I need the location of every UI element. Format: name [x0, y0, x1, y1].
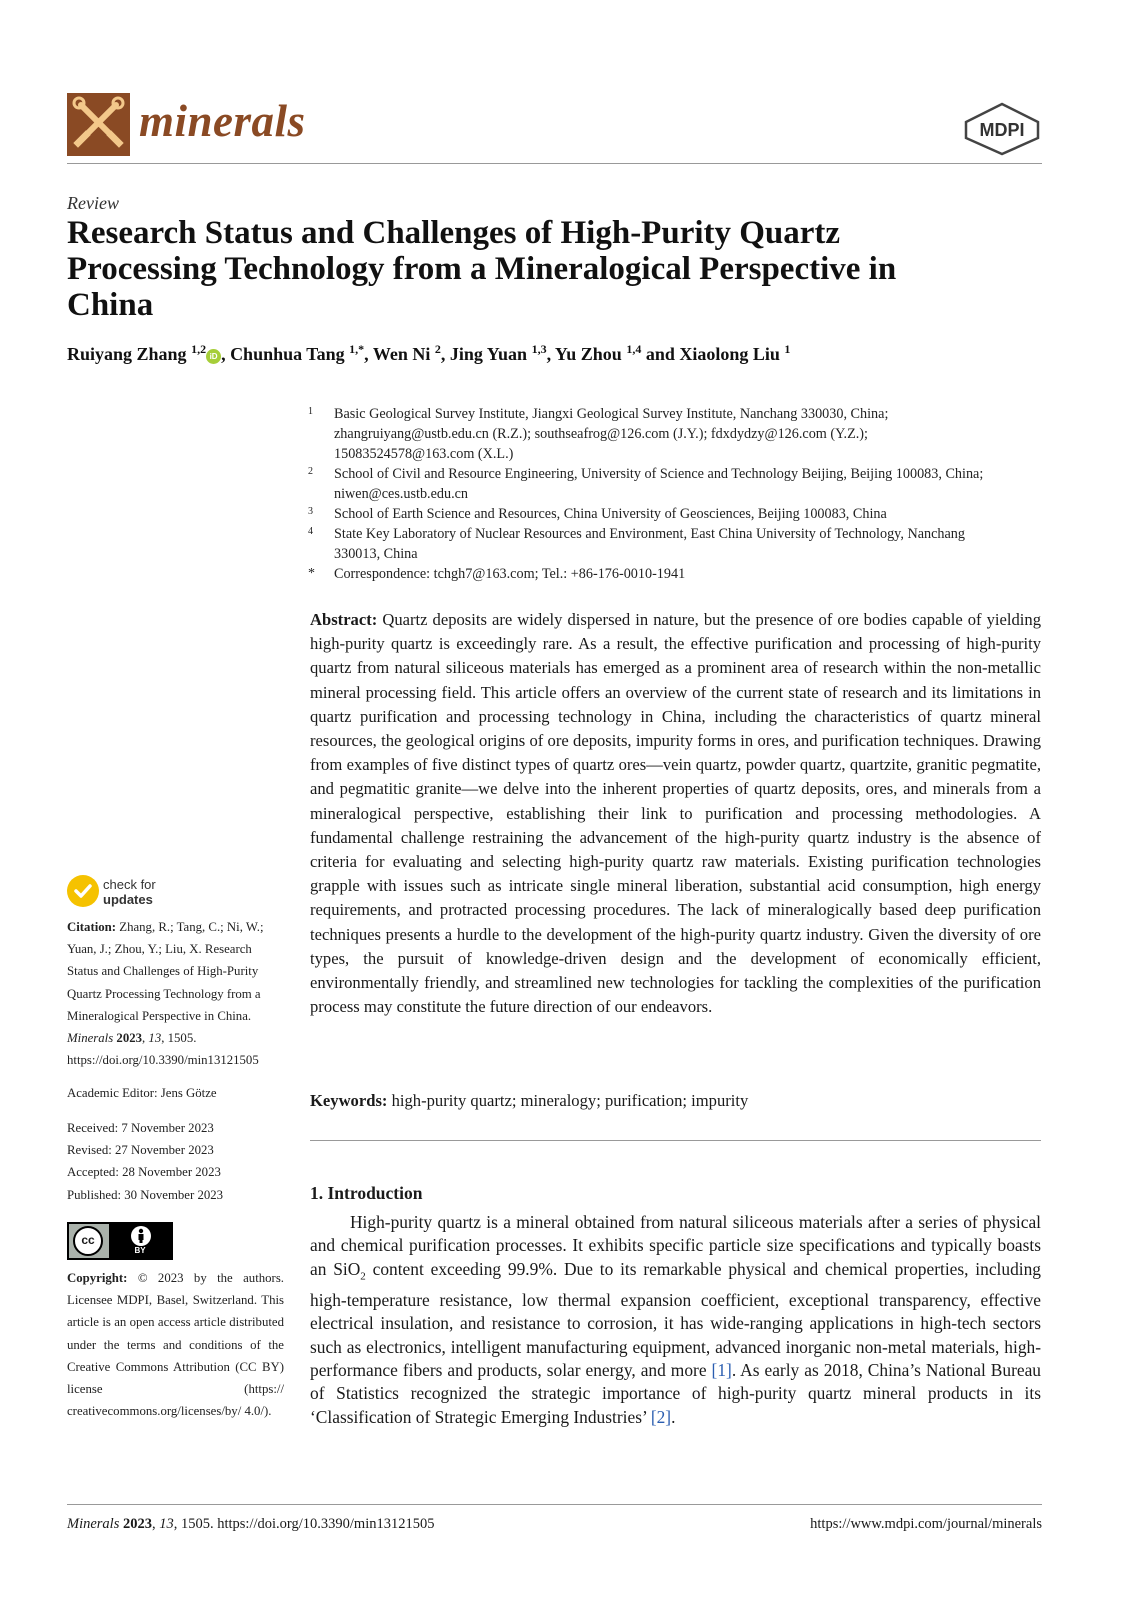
author-name[interactable]: Xiaolong Liu	[679, 344, 785, 364]
author-name[interactable]: Jing Yuan	[449, 344, 532, 364]
affiliation-number: 3	[308, 506, 313, 517]
affiliation-item	[308, 504, 1008, 524]
abstract-label: Abstract:	[310, 610, 378, 629]
affiliation-marker: 1,2	[191, 342, 207, 356]
affiliation-item	[308, 524, 1008, 564]
citation: Citation: Zhang, R.; Tang, C.; Ni, W.; Yuan, J.; Zhou, Y.; Liu, X. Research Status and Challenges of High-Purity Quartz Processing Technology from a Mineralogical Perspective in China. Minerals 2023, 13, 1505. https://doi.org/10.3390/min13121505	[67, 920, 264, 1068]
abstract-text: Quartz deposits are widely dispersed in nature, but the presence of ore bodies capable of yielding high-purity quartz is exceedingly rare. As a result, the effective purification and processing of high-purity quartz from natural siliceous materials has emerged as a prominent area of research within the non-metallic mineral processing field. This article offers an overview of the current state of research and its limitations in quartz purification and processing technology in China, including the characteristics of quartz mineral resources, the geological origins of ore deposits, impurity forms in ores, and purification techniques. Drawing from examples of five distinct types of quartz ores—vein quartz, powder quartz, quartzite, granitic pegmatite, and pegmatitic granite—we delve into the inherent properties of quartz deposits, ores, and minerals from a mineralogical perspective, establishing their link to purification and processing methodologies. A fundamental challenge restraining the advancement of the high-purity quartz industry is the absence of criteria for evaluating and selecting high-purity quartz raw materials. Existing purification technologies grapple with issues such as intricate single mineral liberation, substantial acid consumption, high energy requirements, and protracted processing procedures. The lack of mineralogically based deep purification techniques presents a hurdle to the development of the high-purity quartz industry. Given the diversity of ore types, the pursuit of knowledge-driven design and the development of economically efficient, environmentally friendly, and streamlined new technologies for tackling the complexities of the purification process may constitute the future direction of our endeavors.	[310, 610, 1041, 1017]
affiliation-item	[308, 404, 1008, 464]
author-name[interactable]: Yu Zhou	[554, 344, 627, 364]
orcid-icon[interactable]: iD	[206, 349, 221, 364]
article-title: Research Status and Challenges of High-Purity Quartz Processing Technology from a Mineralogical Perspective in China	[67, 215, 897, 323]
cc-by-license-icon[interactable]: cc BY	[67, 1222, 173, 1260]
keywords-label: Keywords:	[310, 1091, 388, 1110]
mdpi-logo	[962, 102, 1042, 156]
author-name[interactable]: Ruiyang Zhang	[67, 344, 192, 364]
affiliation-marker: 1	[784, 342, 791, 356]
reference-link[interactable]: [1]	[711, 1359, 732, 1380]
academic-editor: Academic Editor: Jens Götze	[67, 1086, 217, 1100]
affiliation-marker: 1,*	[349, 342, 365, 356]
section-heading: 1. Introduction	[310, 1183, 423, 1203]
check-for-updates-button[interactable]: check for updates	[67, 875, 207, 911]
journal-url-link[interactable]: https://www.mdpi.com/journal/minerals	[810, 1516, 1042, 1532]
affiliation-item	[308, 564, 1008, 584]
affiliation-item	[308, 464, 1008, 504]
affiliation-text: School of Earth Science and Resources, China University of Geosciences, Beijing 100083, China	[334, 506, 887, 522]
header-divider	[67, 163, 1042, 164]
article-type: Review	[67, 193, 119, 213]
affiliation-number: 1	[308, 406, 313, 417]
checkmark-icon	[67, 875, 99, 907]
author-name[interactable]: Chunhua Tang	[230, 344, 350, 364]
affiliation-text: Correspondence: tchgh7@163.com; Tel.: +86-176-0010-1941	[334, 566, 686, 582]
affiliation-marker: 1,3	[531, 342, 547, 356]
affiliation-marker: 1,4	[626, 342, 642, 356]
crossed-shovels-icon	[67, 93, 130, 156]
section-divider	[310, 1140, 1041, 1141]
author-list: Ruiyang Zhang $^{1,2}$iD , Chunhua Tang $^{1,*}$, Wen Ni $^2$, Jing Yuan $^{1,3}$, Yu Zhou $^{1,4}$ and Xiaolong Liu $^1$	[67, 342, 791, 364]
footer-divider	[67, 1504, 1042, 1505]
keywords	[310, 1089, 1041, 1113]
affiliation-text: School of Civil and Resource Engineering, University of Science and Technology Beijing, Beijing 100083, China; niwen@ces.ustb.edu.cn	[334, 466, 984, 502]
reference-link[interactable]: [2]	[650, 1406, 672, 1427]
publisher-name: MDPI	[979, 120, 1025, 140]
affiliation-text: Basic Geological Survey Institute, Jiangxi Geological Survey Institute, Nanchang 330030, China; zhangruiyang@ustb.edu.cn (R.Z.); southseafrog@126.com (J.Y.); fdxdydzy@126.com (Y.Z.); 15083524578@163.com (X.L.)	[334, 406, 889, 462]
affiliation-text: State Key Laboratory of Nuclear Resources and Environment, East China University of Technology, Nanchang 330013, China	[334, 526, 965, 562]
affiliation-number: *	[308, 566, 315, 581]
affiliation-number: 4	[308, 526, 313, 537]
keywords-text: high-purity quartz; mineralogy; purification; impurity	[391, 1091, 749, 1110]
author-name[interactable]: Wen Ni	[372, 344, 435, 364]
journal-name: minerals	[139, 96, 306, 146]
introduction-paragraph: High-purity quartz is a mineral obtained from natural siliceous materials after a series of physical and chemical purification processes. It exhibits specific particle size specifications and typically boasts an SiO$_2$ content exceeding 99.9%. Due to its remarkable physical and chemical properties, including high-temperature resistance, low thermal expansion coefficient, exceptional transparency, effective electrical insulation, and resistance to corrosion, it has wide-ranging applications in high-tech sectors such as electronics, intelligent manufacturing equipment, advanced inorganic non-metal materials, high-performance fibers and products, solar energy, and more [1]. As early as 2018, China’s National Bureau of Statistics recognized the strategic importance of high-purity quartz mineral products in its ‘Classification of Strategic Emerging Industries’ [2].	[310, 1212, 1042, 1427]
abstract	[310, 608, 1041, 1019]
copyright-notice: Copyright: © 2023 by the authors. Licensee MDPI, Basel, Switzerland. This article is an open access article distributed under the terms and conditions of the Creative Commons Attribution (CC BY) license (https:// creativecommons.org/licenses/by/ 4.0/).	[67, 1271, 284, 1419]
publication-dates: Received: 7 November 2023 Revised: 27 November 2023 Accepted: 28 November 2023 Published: 30 November 2023	[67, 1121, 224, 1202]
journal-header	[67, 93, 1042, 165]
affiliation-number: 2	[308, 466, 313, 477]
affiliation-marker: 2	[434, 342, 441, 356]
footer-citation: Minerals 2023, 13, 1505. https://doi.org/10.3390/min13121505	[67, 1516, 435, 1532]
person-icon	[131, 1226, 151, 1246]
affiliations	[308, 404, 1008, 584]
